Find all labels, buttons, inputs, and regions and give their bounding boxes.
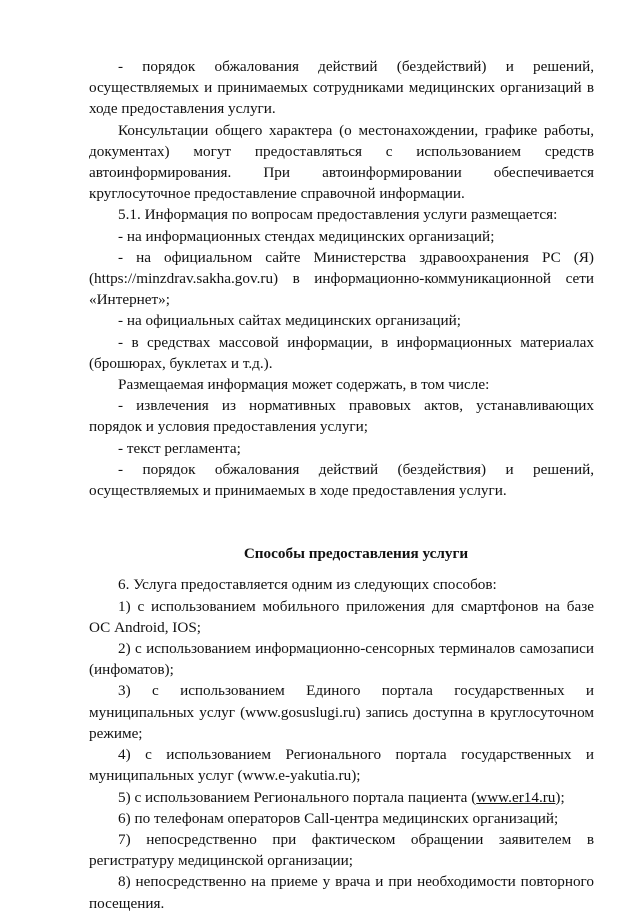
paragraph: 4) с использованием Регионального портала государственных и муниципальных услуг (www.e-yakutia.ru); <box>89 746 594 785</box>
paragraph-item-5 <box>89 787 594 808</box>
paragraph: - на официальных сайтах медицинских организаций; <box>118 312 461 330</box>
paragraph: Размещаемая информация может содержать, в том числе: <box>118 376 490 394</box>
paragraph: 8) непосредственно на приеме у врача и при необходимости повторного посещения. <box>89 873 594 912</box>
paragraph: - текст регламента; <box>118 439 241 457</box>
paragraph: 6) по телефонам операторов Call-центра медицинских организаций; <box>118 809 559 827</box>
paragraph: - в средствах массовой информации, в информационных материалах (брошюрах, буклетах и т.д.). <box>89 333 594 372</box>
paragraph: - на информационных стендах медицинских организаций; <box>118 227 495 245</box>
paragraph: - извлечения из нормативных правовых актов, устанавливающих порядок и условия предоставления услуги; <box>89 397 594 436</box>
paragraph: Консультации общего характера (о местонахождении, графике работы, документах) могут предоставляться с использованием средств автоинформирования. При автоинформировании обеспечивается круглосуточное предоставление справочной информации. <box>89 121 594 203</box>
document-page <box>89 56 594 914</box>
paragraph: 2) с использованием информационно-сенсорных терминалов самозаписи (инфоматов); <box>89 640 594 679</box>
paragraph: 3) с использованием Единого портала государственных и муниципальных услуг (www.gosuslugi.ru) запись доступна в круглосуточном режиме; <box>89 682 594 742</box>
paragraph: - на официальном сайте Министерства здравоохранения РС (Я) (https://minzdrav.sakha.gov.ru) в информационно-коммуникационной сети «Интернет»; <box>89 248 594 309</box>
item5-text: 5) с использованием Регионального портала пациента ( <box>118 788 477 806</box>
paragraph: - порядок обжалования действий (бездействий) и решений, осуществляемых и принимаемых сотрудниками медицинских организаций в ходе предоставления услуги. <box>89 58 594 118</box>
info-section <box>89 56 594 501</box>
paragraph: - порядок обжалования действий (бездействия) и решений, осуществляемых и принимаемых в ходе предоставления услуги. <box>89 460 594 500</box>
paragraph: 6. Услуга предоставляется одним из следующих способов: <box>118 576 497 594</box>
paragraph: 5.1. Информация по вопросам предоставления услуги размещается: <box>118 206 558 224</box>
paragraph: 7) непосредственно при фактическом обращении заявителем в регистратуру медицинской организации; <box>89 830 594 870</box>
methods-section <box>89 574 594 913</box>
item5-suffix: ); <box>555 788 565 806</box>
patient-portal-link[interactable]: www.er14.ru <box>476 788 556 806</box>
spacer <box>118 501 594 543</box>
paragraph: 1) с использованием мобильного приложения для смартфонов на базе ОС Android, IOS; <box>89 597 594 636</box>
section-heading: Способы предоставления услуги <box>243 545 469 563</box>
